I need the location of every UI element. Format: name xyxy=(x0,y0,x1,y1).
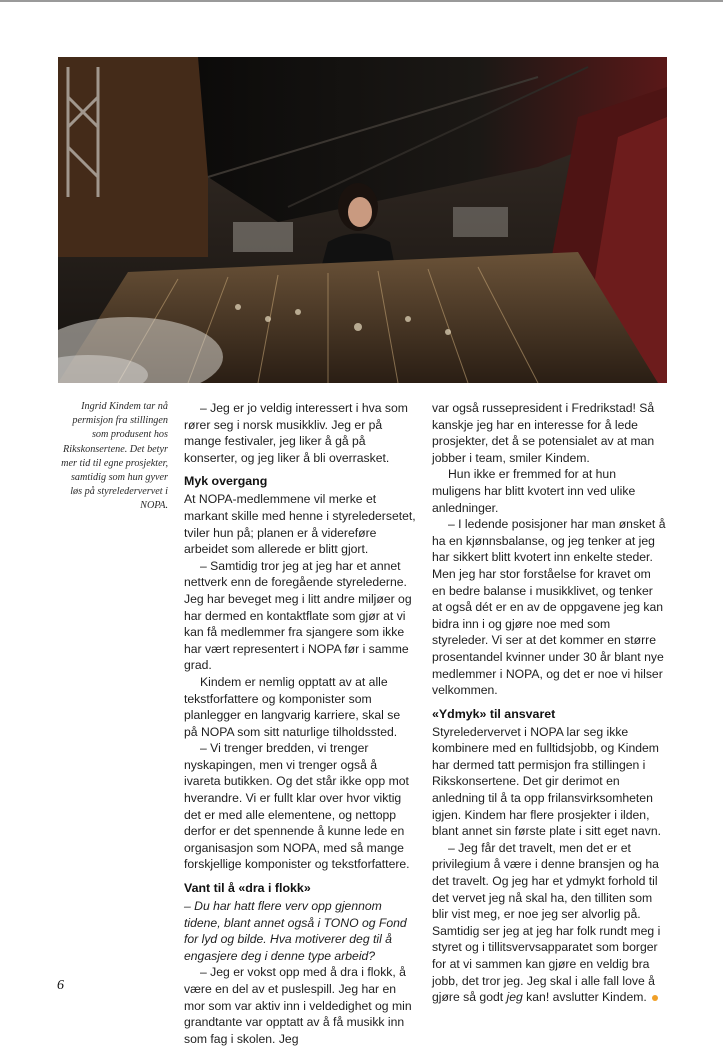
emphasis-text: jeg xyxy=(506,990,523,1005)
subheading-myk-overgang: Myk overgang xyxy=(184,474,268,489)
photo-caption: Ingrid Kindem tar nå permisjon fra stillingen som produsent hos Rikskonsertene. Det betyr mer tid til egne prosjekter, samtidig som hun gyver løs på styreledervervet i NOPA. xyxy=(61,401,168,512)
paragraph: Hun ikke er fremmed for at hun muligens har blitt kvotert inn ved ulike anledninger. xyxy=(432,467,636,515)
paragraph: – Jeg er vokst opp med å dra i flokk, å være en del av et puslespill. Jeg har en mor som var aktiv inn i veldedighet og min grandtante var opptatt av å få musikk inn som fag i skolen. Jeg xyxy=(184,965,412,1046)
page-number: 6 xyxy=(57,978,64,993)
subheading-ydmyk: «Ydmyk» til ansvaret xyxy=(432,706,556,721)
paragraph: – Samtidig tror jeg at jeg har et annet nettverk enn de foregående styrelederne. Jeg har beveget meg i litt andre miljøer og har dermed en kontaktflate som gjør at vi kan få medlemmer fra sjangere som ikke har vært representert i NOPA før i samme grad. xyxy=(184,558,412,673)
article-column-1 xyxy=(184,400,416,1047)
paragraph-final xyxy=(432,840,666,1006)
paragraph: – I ledende posisjoner har man ønsket å ha en kjønnsbalanse, og jeg tenker at jeg har sikkert blitt kvotert inn enkelte steder. Men jeg har stor forståelse for kravet om en bedre balanse i musikklivet, og tenker at også dét er en av de oppgavene jeg kan bidra inn i og gjøre noe med som styreleder. Vi ser at det kommer en større prosentandel kvinner under 30 år blant nye medlemmer i NOPA, og det er noe vi hilser velkommen. xyxy=(432,517,666,698)
top-rule xyxy=(0,0,723,2)
end-mark-icon xyxy=(652,995,658,1001)
paragraph: – Vi trenger bredden, vi trenger nyskapingen, men vi trenger også å ivareta butikken. Og det står ikke opp mot hverandre. Vi er fullt klar over hvor viktig det er med alle elementene, og nettopp derfor er det spennende å kunne lede en organisasjon som NOPA, med så mange forskjellige komponister og tekstforfattere. xyxy=(184,741,410,872)
paragraph: Kindem er nemlig opptatt av at alle tekstforfattere og komponister som planlegger en langvarig karriere, skal se på NOPA som sitt naturlige tilholdssted. xyxy=(184,674,401,739)
subheading-vant-til: Vant til å «dra i flokk» xyxy=(184,881,311,896)
paragraph: var også russepresident i Fredrikstad! Så kanskje jeg har en interesse for å lede prosjekter, det å se potensialet av at man jobber i team, smiler Kindem. xyxy=(432,401,655,465)
article-photo xyxy=(58,57,667,383)
paragraph-text: – Jeg får det travelt, men det er et privilegium å være i denne bransjen og ha det travelt. Og jeg har et ydmykt forhold til det vervet jeg nå skal ha, den tilliten som blir vist meg, er noe jeg ser alvorlig på. Samtidig ser jeg at jeg har folk rundt meg i styret og i tillitsvervsapparatet som borger for at vi sammen kan gjøre en veldig bra jobb, det tror jeg. Jeg skal i alle fall love å gjøre så godt xyxy=(432,840,661,1005)
article-column-2 xyxy=(432,400,666,1006)
paragraph: – Jeg er jo veldig interessert i hva som rører seg i norsk musikkliv. Jeg er på mange festivaler, jeg liker å gå på konserter, og jeg liker å bli overrasket. xyxy=(184,401,408,465)
piano-photo-illustration xyxy=(58,57,667,383)
paragraph-text-end: kan! avslutter Kindem. xyxy=(522,990,647,1005)
paragraph: At NOPA-medlemmene vil merke et markant skille med henne i styreledersetet, tviler hun på; planen er å videreføre arbeidet som allerede er blitt gjort. xyxy=(184,492,416,557)
paragraph: Styreledervervet i NOPA lar seg ikke kombinere med en fulltidsjobb, og Kindem har dermed tatt permisjon fra stillingen i Rikskonsertene. Det gir derimot en anledning til å ta opp frilansvirksomheten igjen. Kindem har flere prosjekter i ilden, blant annet sin første plate i sitt eget navn. xyxy=(432,724,661,839)
interview-question: – Du har hatt flere verv opp gjennom tidene, blant annet også i TONO og Fond for lyd og bilde. Hva motiverer deg til å engasjere deg i denne type arbeid? xyxy=(184,899,407,963)
